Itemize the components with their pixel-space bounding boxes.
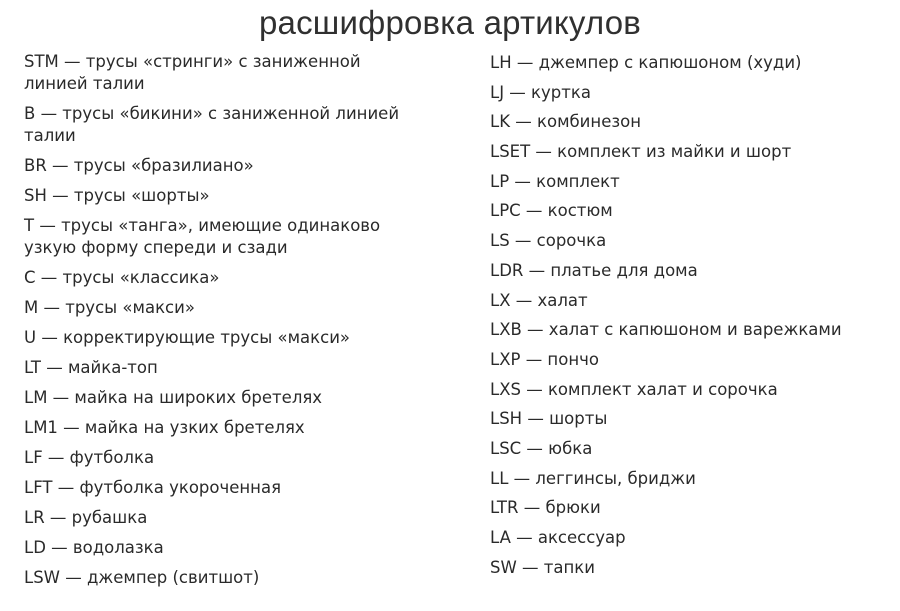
article-code-entry: LL — леггинсы, бриджи	[490, 468, 696, 488]
entry-line: SH — трусы «шорты»	[24, 186, 210, 205]
entry-line: LM1 — майка на узких бретелях	[24, 418, 305, 437]
article-code-entry: LPC — костюм	[490, 201, 613, 221]
entry-line-continued: линией талии	[24, 74, 145, 93]
entry-line: U — корректирующие трусы «макси»	[24, 328, 351, 347]
article-code-entry	[24, 215, 468, 259]
entry-line: B — трусы «бикини» с заниженной линией	[24, 104, 400, 123]
entry-line: M — трусы «макси»	[24, 298, 195, 317]
entry-line: STM — трусы «стринги» с заниженной	[24, 52, 361, 71]
entry-line: LFT — футболка укороченная	[24, 478, 281, 497]
entry-line: LD — водолазка	[24, 538, 164, 557]
article-code-entry	[24, 103, 468, 147]
article-code-entry: LSET — комплект из майки и шорт	[490, 142, 792, 162]
entry-line-continued: талии	[24, 126, 76, 145]
article-code-entry: LXP — пончо	[490, 349, 599, 369]
entry-line: LR — рубашка	[24, 508, 148, 527]
entry-line: LSW — джемпер (свитшот)	[24, 568, 260, 587]
entry-line: C — трусы «классика»	[24, 268, 220, 287]
article-code-entry	[24, 185, 468, 207]
article-code-entry: LSC — юбка	[490, 438, 593, 458]
entry-line: T — трусы «танга», имеющие одинаково	[24, 216, 381, 235]
article-code-entry: LXB — халат с капюшоном и варежками	[490, 320, 842, 340]
article-code-entry	[24, 537, 468, 559]
article-code-entry	[24, 387, 468, 409]
article-code-entry	[24, 155, 468, 177]
entry-line: BR — трусы «бразилиано»	[24, 156, 254, 175]
article-code-entry: LS — сорочка	[490, 231, 607, 251]
article-code-entry	[24, 327, 468, 349]
article-code-entry: LX — халат	[490, 290, 588, 310]
page-title: расшифровка артикулов	[258, 4, 641, 41]
article-code-entry: LK — комбинезон	[490, 112, 642, 132]
article-code-entry	[24, 567, 468, 589]
article-code-entry	[24, 507, 468, 529]
article-code-entry: LXS — комплект халат и сорочка	[490, 379, 778, 399]
article-code-entry	[24, 297, 468, 319]
article-code-entry	[24, 267, 468, 289]
article-code-entry	[24, 447, 468, 469]
right-column	[490, 52, 895, 586]
entry-line: LT — майка-топ	[24, 358, 158, 377]
article-code-entry: SW — тапки	[490, 557, 595, 577]
article-code-entry	[24, 477, 468, 499]
article-code-entry: LP — комплект	[490, 171, 620, 191]
article-code-entry: LTR — брюки	[490, 498, 601, 518]
article-code-entry: LDR — платье для дома	[490, 260, 698, 280]
article-code-entry: LA — аксессуар	[490, 528, 626, 547]
entry-line: LM — майка на широких бретелях	[24, 388, 323, 407]
article-code-entry: LJ — куртка	[490, 82, 591, 102]
article-code-entry	[24, 357, 468, 379]
article-code-entry	[24, 51, 468, 95]
entry-line-continued: узкую форму спереди и сзади	[24, 238, 288, 257]
article-code-entry: LH — джемпер с капюшоном (худи)	[490, 53, 802, 72]
entry-line: LF — футболка	[24, 448, 155, 467]
article-code-entry: LSH — шорты	[490, 409, 608, 429]
article-code-entry	[24, 417, 468, 439]
left-column	[24, 51, 468, 597]
